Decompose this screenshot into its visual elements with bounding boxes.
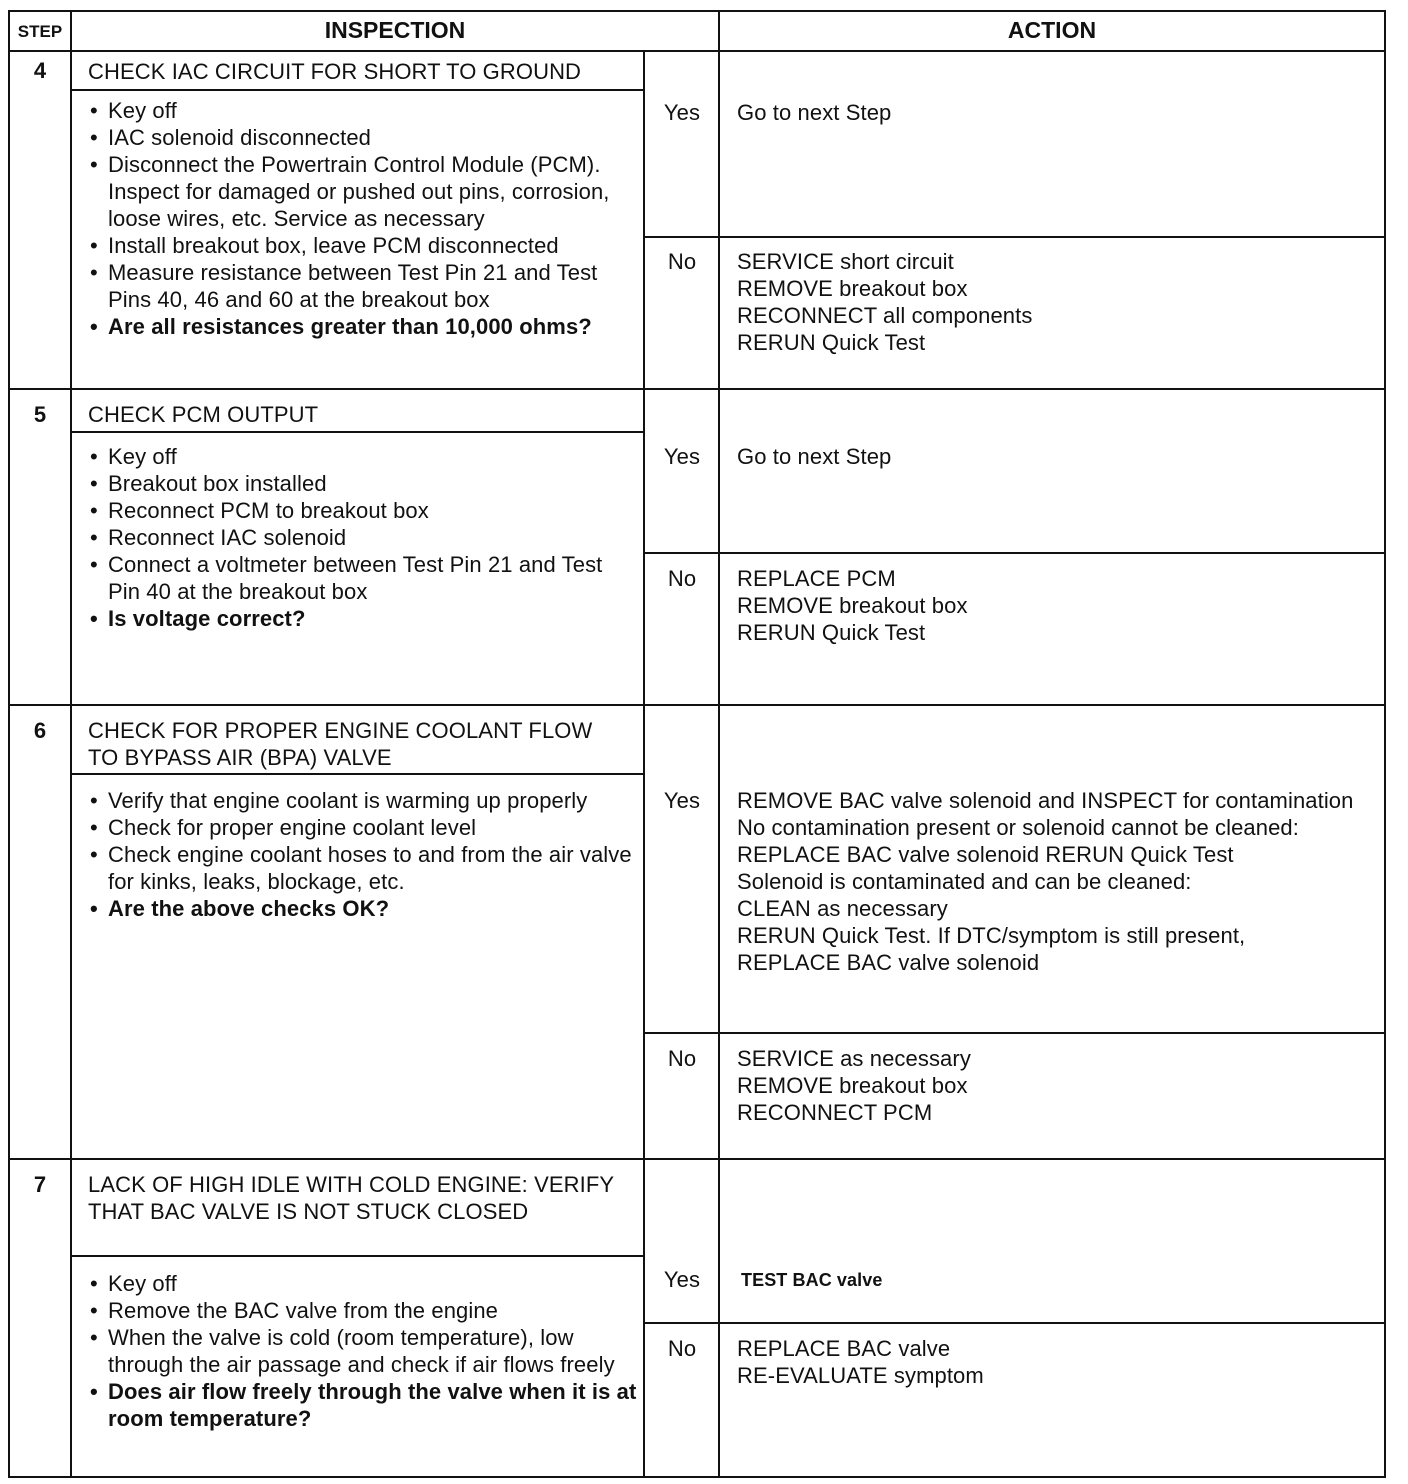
inspection-item: • Measure resistance between Test Pin 21 and Test Pins 40, 46 and 60 at the breakout box	[88, 259, 638, 313]
inspection-question: • Are the above checks OK?	[88, 895, 638, 922]
title-rule	[70, 773, 644, 775]
no-action	[737, 1335, 984, 1389]
inspection-list	[88, 443, 638, 632]
inspection-question: • Is voltage correct?	[88, 605, 638, 632]
action-line: REPLACE BAC valve solenoid	[737, 950, 1040, 975]
action-line: Solenoid is contaminated and can be cleaned:	[737, 869, 1192, 894]
no-label: No	[667, 1046, 697, 1071]
action-line: RERUN Quick Test	[737, 620, 926, 645]
inspection-item: • Key off	[88, 1270, 638, 1297]
inspection-item: • Check for proper engine coolant level	[88, 814, 638, 841]
action-line: SERVICE as necessary	[737, 1046, 971, 1071]
action-line: Go to next Step	[737, 100, 892, 125]
yes-label: Yes	[663, 1267, 701, 1292]
yes-no-rule	[643, 236, 1386, 238]
yes-label: Yes	[663, 788, 701, 813]
inspection-item: • Breakout box installed	[88, 470, 638, 497]
title-rule	[70, 89, 644, 91]
step-title: LACK OF HIGH IDLE WITH COLD ENGINE: VERIFY THAT BAC VALVE IS NOT STUCK CLOSED	[88, 1172, 614, 1224]
header-action: ACTION	[1007, 17, 1097, 43]
action-line: Go to next Step	[737, 444, 892, 469]
action-line: REMOVE BAC valve solenoid and INSPECT for contamination	[737, 788, 1354, 813]
step-title: CHECK PCM OUTPUT	[88, 402, 319, 427]
no-label: No	[667, 249, 697, 274]
step-number: 5	[33, 402, 47, 427]
yes-action	[737, 787, 1377, 976]
yes-action	[737, 99, 891, 126]
inspection-item: • Check engine coolant hoses to and from the air valve for kinks, leaks, blockage, etc.	[88, 841, 638, 895]
yes-action	[741, 1267, 882, 1294]
no-label: No	[667, 566, 697, 591]
action-line: RERUN Quick Test	[737, 330, 926, 355]
title-rule	[70, 431, 644, 433]
step-number: 7	[33, 1172, 47, 1197]
header-rule	[8, 50, 1386, 52]
action-line: No contamination present or solenoid cannot be cleaned:	[737, 815, 1299, 840]
action-line: REMOVE breakout box	[737, 1073, 968, 1098]
inspection-item: • Reconnect PCM to breakout box	[88, 497, 638, 524]
inspection-item: • Connect a voltmeter between Test Pin 21 and Test Pin 40 at the breakout box	[88, 551, 638, 605]
step-title: CHECK FOR PROPER ENGINE COOLANT FLOW TO BYPASS AIR (BPA) VALVE	[88, 718, 593, 770]
action-line: RERUN Quick Test. If DTC/symptom is still present,	[737, 923, 1246, 948]
action-line: REPLACE PCM	[737, 566, 896, 591]
inspection-item: • Remove the BAC valve from the engine	[88, 1297, 638, 1324]
yes-no-rule	[643, 1032, 1386, 1034]
action-line: RECONNECT all components	[737, 303, 1033, 328]
header-inspection: INSPECTION	[324, 17, 466, 43]
action-line: REMOVE breakout box	[737, 593, 968, 618]
yes-action	[737, 443, 891, 470]
action-line: TEST BAC valve	[741, 1270, 883, 1290]
yes-label: Yes	[663, 444, 701, 469]
action-line: RECONNECT PCM	[737, 1100, 933, 1125]
inspection-item: • Reconnect IAC solenoid	[88, 524, 638, 551]
inspection-question: • Does air flow freely through the valve when it is at room temperature?	[88, 1378, 638, 1432]
action-line: REMOVE breakout box	[737, 276, 968, 301]
no-action	[737, 248, 1032, 356]
inspection-item: • When the valve is cold (room temperature), low through the air passage and check if air flows freely	[88, 1324, 638, 1378]
inspection-list	[88, 787, 638, 922]
inspection-item: • Key off	[88, 443, 638, 470]
yes-no-rule	[643, 552, 1386, 554]
inspection-list	[88, 97, 638, 340]
yes-label: Yes	[663, 100, 701, 125]
action-line: SERVICE short circuit	[737, 249, 954, 274]
step-title: CHECK IAC CIRCUIT FOR SHORT TO GROUND	[88, 59, 582, 84]
title-rule	[70, 1255, 644, 1257]
inspection-item: • Install breakout box, leave PCM disconnected	[88, 232, 638, 259]
step-separator	[8, 1158, 1386, 1160]
no-label: No	[667, 1336, 697, 1361]
no-action	[737, 1045, 971, 1126]
inspection-list	[88, 1270, 638, 1432]
inspection-item: • IAC solenoid disconnected	[88, 124, 638, 151]
step-separator	[8, 388, 1386, 390]
step-number: 4	[33, 58, 47, 83]
inspection-question: • Are all resistances greater than 10,000 ohms?	[88, 313, 638, 340]
no-action	[737, 565, 968, 646]
divider-action-col	[718, 10, 720, 1478]
inspection-item: • Verify that engine coolant is warming up properly	[88, 787, 638, 814]
action-line: REPLACE BAC valve	[737, 1336, 951, 1361]
action-line: RE-EVALUATE symptom	[737, 1363, 984, 1388]
inspection-item: • Key off	[88, 97, 638, 124]
divider-step-col	[70, 10, 72, 1478]
action-line: CLEAN as necessary	[737, 896, 948, 921]
step-separator	[8, 704, 1386, 706]
inspection-item: • Disconnect the Powertrain Control Module (PCM). Inspect for damaged or pushed out pins, corrosion, loose wires, etc. Service as necessary	[88, 151, 638, 232]
yes-no-rule	[643, 1322, 1386, 1324]
header-step: STEP	[17, 22, 63, 41]
step-number: 6	[33, 718, 47, 743]
action-line: REPLACE BAC valve solenoid RERUN Quick Test	[737, 842, 1234, 867]
